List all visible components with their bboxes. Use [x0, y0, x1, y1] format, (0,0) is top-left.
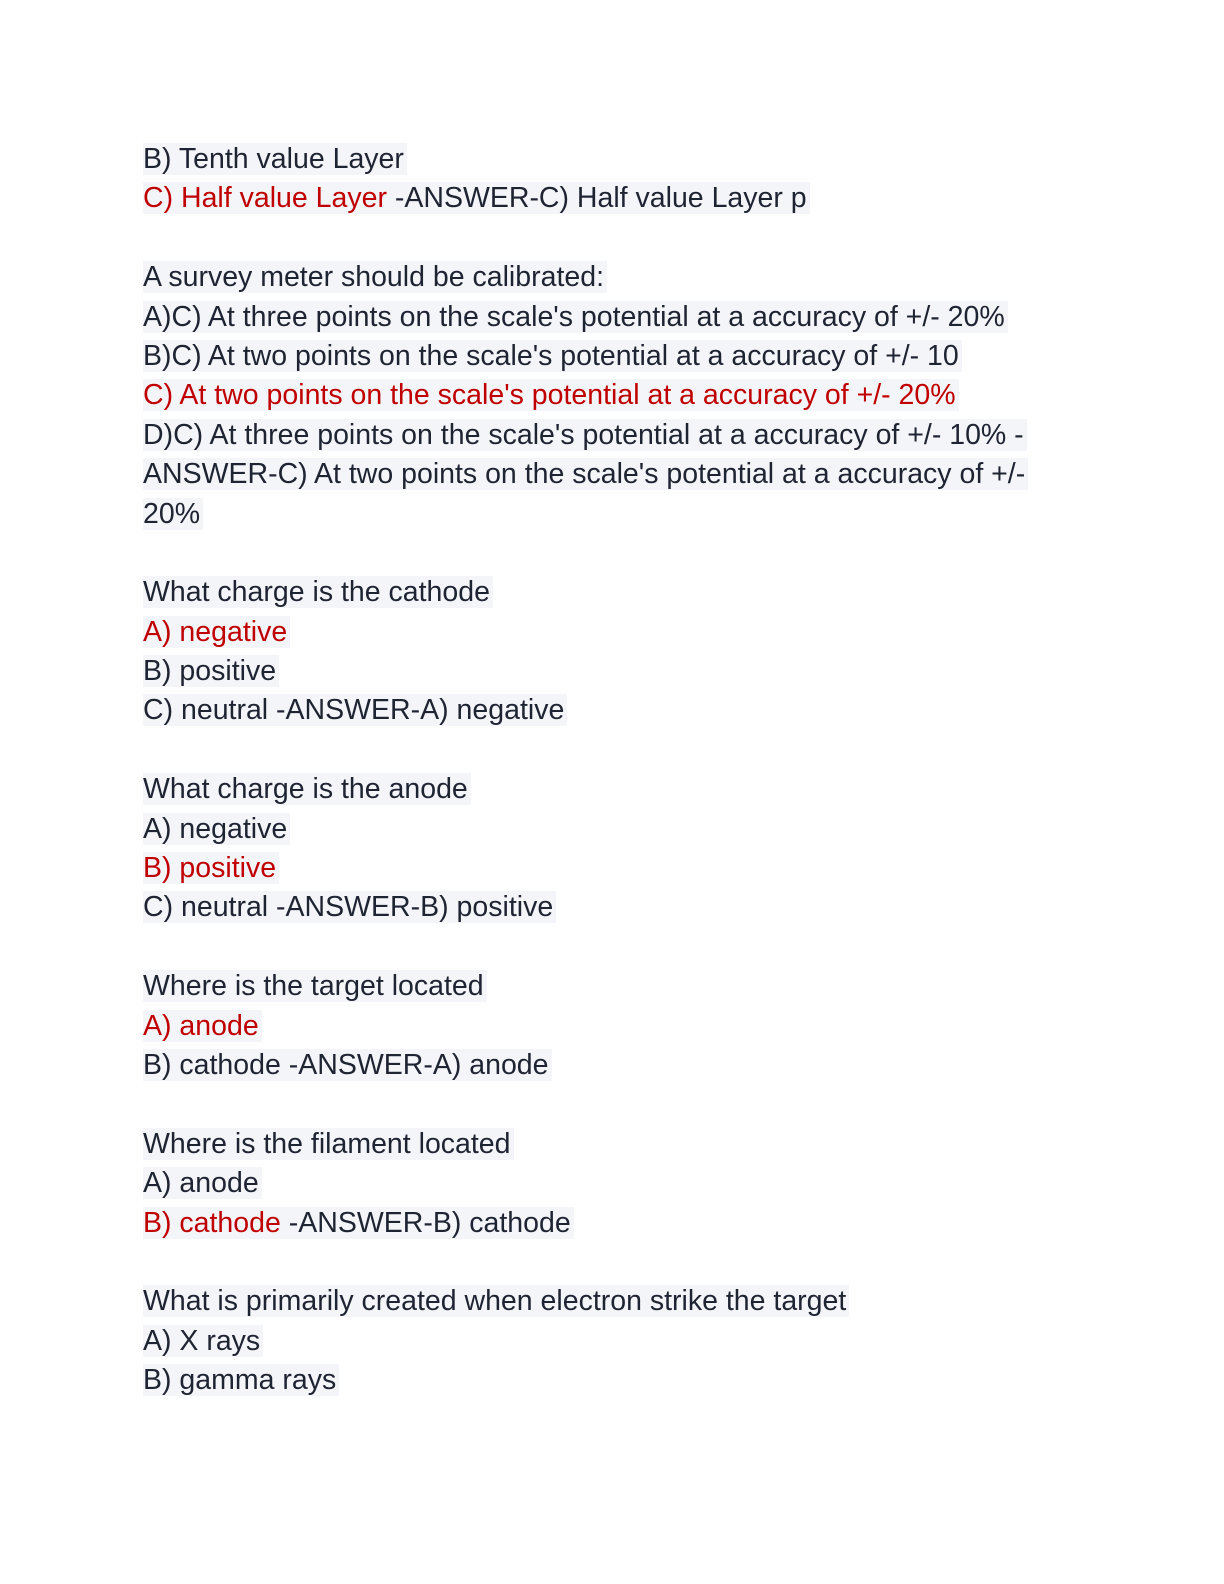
answer-text: A) negative	[143, 615, 288, 648]
text-line	[143, 376, 1103, 415]
line-highlight	[143, 1049, 552, 1081]
text-line	[143, 298, 1103, 337]
text-line	[143, 849, 1103, 888]
line-text: A) anode	[143, 1167, 259, 1200]
paragraph-gap	[143, 534, 1103, 573]
text-line	[143, 1007, 1103, 1046]
text-line	[143, 140, 1103, 179]
line-highlight	[143, 1325, 263, 1357]
line-highlight	[143, 694, 567, 726]
line-highlight	[143, 1128, 514, 1160]
question-block	[143, 573, 1103, 731]
line-highlight	[143, 576, 493, 608]
text-line	[143, 573, 1103, 612]
line-text: B) gamma rays	[143, 1364, 337, 1397]
question-block	[143, 770, 1103, 928]
line-highlight	[143, 458, 1028, 490]
line-highlight	[143, 1364, 339, 1396]
question-block	[143, 140, 1103, 219]
line-text: -ANSWER-B) cathode	[280, 1206, 571, 1239]
line-highlight	[143, 1010, 262, 1042]
line-text: Where is the target located	[143, 970, 484, 1003]
text-line	[143, 1361, 1103, 1400]
line-text: B) positive	[143, 655, 277, 688]
line-highlight	[143, 182, 810, 214]
paragraph-gap	[143, 731, 1103, 770]
text-line	[143, 810, 1103, 849]
text-line	[143, 416, 1103, 455]
line-highlight	[143, 1285, 849, 1317]
line-text: -ANSWER-C) Half value Layer p	[386, 182, 807, 215]
line-highlight	[143, 852, 279, 884]
line-text: A survey meter should be calibrated:	[143, 261, 604, 294]
line-highlight	[143, 655, 279, 687]
text-line	[143, 179, 1103, 218]
text-line	[143, 1204, 1103, 1243]
line-highlight	[143, 379, 959, 411]
line-text: What is primarily created when electron strike the target	[143, 1285, 847, 1318]
line-text: D)C) At three points on the scale's potential at a accuracy of +/- 10% -	[143, 418, 1024, 451]
text-line	[143, 967, 1103, 1006]
line-highlight	[143, 261, 607, 293]
line-text: B) Tenth value Layer	[143, 143, 404, 175]
answer-text: A) anode	[143, 1009, 259, 1042]
line-text: What charge is the cathode	[143, 576, 490, 609]
paragraph-gap	[143, 1243, 1103, 1282]
line-text: C) neutral -ANSWER-B) positive	[143, 891, 554, 924]
line-highlight	[143, 616, 290, 648]
line-text: ANSWER-C) At two points on the scale's potential at a accuracy of +/-	[143, 458, 1026, 491]
answer-text: C) Half value Layer	[143, 182, 387, 215]
text-line	[143, 888, 1103, 927]
text-line	[143, 495, 1103, 534]
paragraph-gap	[143, 1085, 1103, 1124]
line-highlight	[143, 419, 1027, 451]
line-text: A)C) At three points on the scale's potential at a accuracy of +/- 20%	[143, 300, 1005, 333]
answer-text: B) cathode	[143, 1206, 281, 1239]
line-text: What charge is the anode	[143, 773, 468, 806]
line-highlight	[143, 1167, 262, 1199]
text-line	[143, 258, 1103, 297]
text-line	[143, 1125, 1103, 1164]
line-text: B) cathode -ANSWER-A) anode	[143, 1048, 549, 1081]
line-highlight	[143, 813, 290, 845]
question-block	[143, 1125, 1103, 1243]
text-line	[143, 652, 1103, 691]
text-line	[143, 770, 1103, 809]
text-line	[143, 1046, 1103, 1085]
line-highlight	[143, 970, 487, 1002]
line-text: Where is the filament located	[143, 1127, 511, 1160]
line-highlight	[143, 1207, 574, 1239]
question-block	[143, 967, 1103, 1085]
text-line	[143, 337, 1103, 376]
line-text: 20%	[143, 497, 201, 530]
text-line	[143, 691, 1103, 730]
text-line	[143, 1322, 1103, 1361]
line-highlight	[143, 143, 407, 175]
question-block	[143, 258, 1103, 534]
text-line	[143, 613, 1103, 652]
line-highlight	[143, 498, 203, 530]
line-text: B)C) At two points on the scale's potential at a accuracy of +/- 10	[143, 339, 959, 372]
text-line	[143, 1282, 1103, 1321]
document-page	[143, 140, 1103, 1401]
text-line	[143, 1164, 1103, 1203]
line-highlight	[143, 301, 1008, 333]
line-text: A) negative	[143, 812, 288, 845]
answer-text: B) positive	[143, 852, 277, 885]
question-block	[143, 1282, 1103, 1400]
line-highlight	[143, 773, 471, 805]
text-line	[143, 455, 1103, 494]
line-text: A) X rays	[143, 1324, 261, 1357]
answer-text: C) At two points on the scale's potential at a accuracy of +/- 20%	[143, 379, 956, 412]
line-highlight	[143, 891, 556, 923]
paragraph-gap	[143, 928, 1103, 967]
line-text: C) neutral -ANSWER-A) negative	[143, 694, 565, 727]
paragraph-gap	[143, 219, 1103, 258]
line-highlight	[143, 340, 962, 372]
